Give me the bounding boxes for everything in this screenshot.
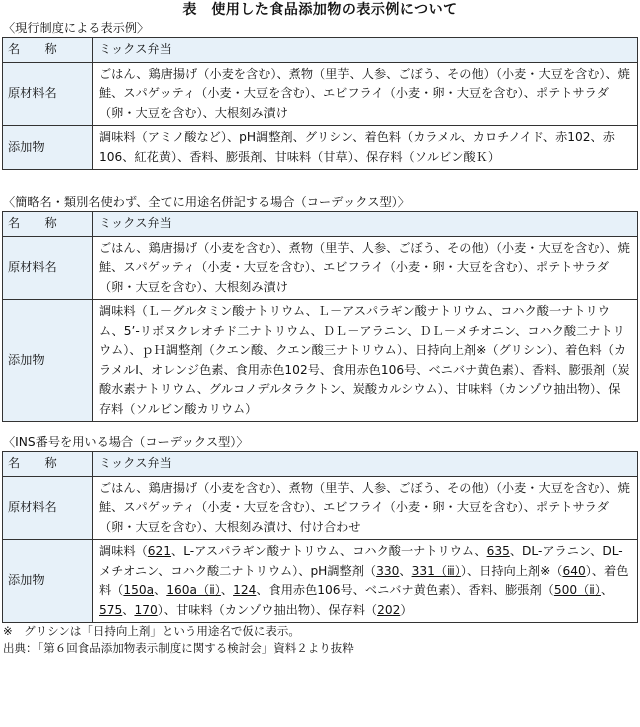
additive-text: ）、着色料（: [99, 563, 629, 597]
ins-code: 124: [233, 583, 257, 597]
additives-value: [93, 540, 638, 623]
ins-code: 150a: [123, 583, 155, 597]
additive-text: 、: [399, 563, 412, 578]
ins-code: 621: [147, 544, 172, 558]
ingredients-label: 原材料名: [3, 476, 93, 540]
table-ins-number: [2, 451, 638, 623]
additive-text: 、DL-アラニン、DL-メチオニン、コハク酸二ナトリウム）、pH調整剤（: [99, 544, 623, 578]
section-subtitle-ins: 〈INS番号を用いる場合（コーデックス型）〉: [3, 435, 249, 449]
source-citation: 出典：「第６回食品添加物表示制度に関する検討会」資料２より抜粋: [3, 641, 354, 655]
ingredients-value: ごはん、鶏唐揚げ（小麦を含む）、煮物（里芋、人参、ごぼう、その他）（小麦・大豆を含む）、焼鮭、スパゲッティ（小麦・大豆を含む）、エビフライ（小麦・卵・大豆を含む）、ポテトサラダ（卵・大豆を含む）、大根刻み漬け: [93, 236, 638, 300]
additive-text: 、: [220, 583, 234, 597]
table-row: [3, 452, 638, 477]
section-subtitle-current: 〈現行制度による表示例〉: [3, 21, 150, 35]
ins-code: 640: [562, 563, 586, 578]
ins-code: 635: [486, 544, 510, 558]
additive-text: ）、日持向上剤※（: [460, 563, 563, 578]
additive-text: 、: [600, 583, 614, 597]
ins-code: 331（ⅲ）: [411, 563, 461, 578]
ins-code: 170: [134, 602, 158, 617]
ins-code: 575: [99, 602, 123, 617]
additives-value: 調味料（Ｌ－グルタミン酸ナトリウム、Ｌ－アスパラギン酸ナトリウム、コハク酸一ナトリウム、5’-リボヌクレオチド二ナトリウム、ＤＬ－アラニン、ＤＬ－メチオニン、コハク酸二ナトリウム）、ｐＨ調整剤（クエン酸、クエン酸三ナトリウム）、日持向上剤※（グリシン）、着色料（カラメルⅠ、オレンジ色素、食用赤色102号、食用赤色106号、ベニバナ黄色素）、香料、膨張剤（炭酸水素ナトリウム、グルコノデルタラクトン、炭酸カルシウム）、甘味料（カンゾウ抽出物）、保存料（ソルビン酸カリウム）: [93, 300, 638, 422]
additive-text: ）: [400, 602, 413, 617]
additives-label: 添加物: [3, 300, 93, 422]
page-title: 表 使用した食品添加物の表示例について: [182, 2, 458, 18]
table-current-system: [2, 37, 638, 170]
table-row: [3, 126, 638, 170]
ingredients-label: 原材料名: [3, 236, 93, 300]
ins-code: 330: [376, 563, 400, 578]
additive-text: 、: [154, 583, 167, 597]
additive-text: 、: [122, 602, 135, 617]
table-row: [3, 38, 638, 63]
table-codex-full: [2, 211, 638, 422]
ingredients-value: ごはん、鶏唐揚げ（小麦を含む）、煮物（里芋、人参、ごぼう、その他）（小麦・大豆を含む）、焼鮭、スパゲッティ（小麦・大豆を含む）、エビフライ（小麦・卵・大豆を含む）、ポテトサラダ（卵・大豆を含む）、大根刻み漬け、付け合わせ: [93, 476, 638, 540]
ingredients-value: ごはん、鶏唐揚げ（小麦を含む）、煮物（里芋、人参、ごぼう、その他）（小麦・大豆を含む）、焼鮭、スパゲッティ（小麦・大豆を含む）、エビフライ（小麦・卵・大豆を含む）、ポテトサラダ（卵・大豆を含む）、大根刻み漬け: [93, 62, 638, 126]
additive-text: 、食用赤色106号、ベニバナ黄色素）、香料、膨張剤（: [256, 583, 554, 597]
table-row: [3, 540, 638, 623]
additive-text: 、L-アスパラギン酸ナトリウム、コハク酸一ナトリウム、: [171, 544, 487, 558]
table-row: [3, 300, 638, 422]
additive-text: ）、甘味料（カンゾウ抽出物）、保存料（: [157, 602, 378, 617]
additive-text: 調味料（: [99, 544, 148, 558]
name-label: 名 称: [3, 38, 93, 63]
section-subtitle-codex-full: 〈簡略名・類別名使わず、全てに用途名併記する場合（コーデックス型）〉: [3, 195, 410, 209]
ins-code: 202: [377, 602, 401, 617]
table-row: [3, 476, 638, 540]
name-value: ミックス弁当: [93, 452, 638, 477]
additives-label: 添加物: [3, 126, 93, 170]
name-label: 名 称: [3, 212, 93, 237]
ins-code: 500（ⅱ）: [553, 583, 601, 597]
table-row: [3, 212, 638, 237]
name-label: 名 称: [3, 452, 93, 477]
name-value: ミックス弁当: [93, 38, 638, 63]
name-value: ミックス弁当: [93, 212, 638, 237]
ins-code: 160a（ⅱ）: [166, 583, 221, 597]
table-row: [3, 62, 638, 126]
additives-label: 添加物: [3, 540, 93, 623]
ingredients-label: 原材料名: [3, 62, 93, 126]
footnote: ※ グリシンは「日持向上剤」という用途名で仮に表示。: [3, 624, 300, 638]
additives-value: 調味料（アミノ酸など）、pH調整剤、グリシン、着色料（カラメル、カロチノイド、赤102、赤106、紅花黄）、香料、膨張剤、甘味料（甘草）、保存料（ソルビン酸Ｋ）: [93, 126, 638, 170]
table-row: [3, 236, 638, 300]
